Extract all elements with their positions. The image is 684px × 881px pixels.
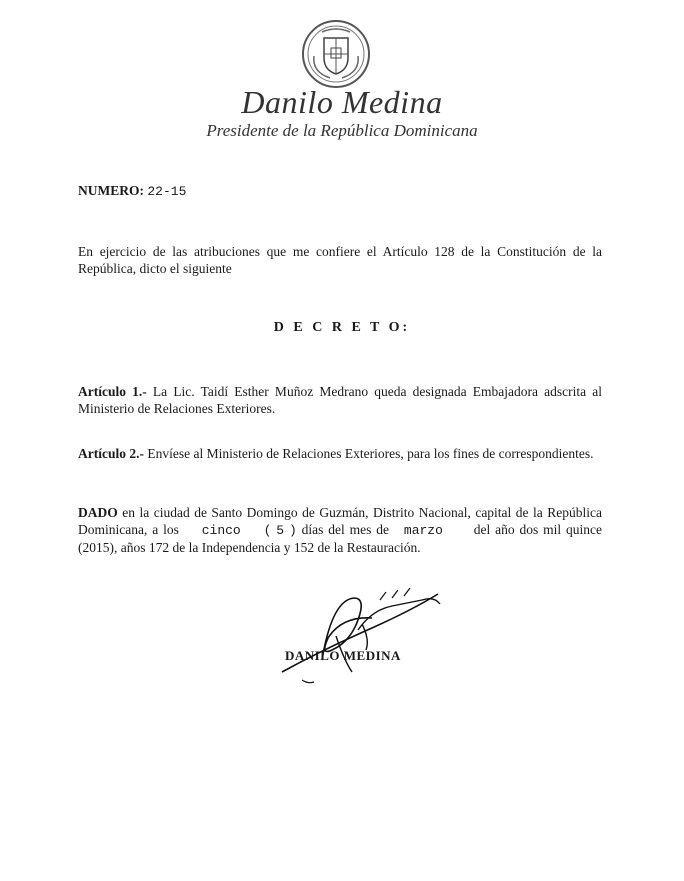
dado-month: marzo bbox=[403, 523, 443, 538]
dado-label: DADO bbox=[78, 505, 118, 520]
article-1 bbox=[78, 383, 602, 417]
dado-text-3: del año dos mil quince (2015), años 172 de la Independencia y 152 de la Restauración. bbox=[78, 522, 602, 555]
dado-day-num: 5 bbox=[276, 523, 285, 538]
dado-day-word: cinco bbox=[201, 523, 241, 538]
dado-day-open: ( bbox=[263, 523, 272, 538]
preamble: En ejercicio de las atribuciones que me confiere el Artículo 128 de la Constitución de la República, dicto el siguiente bbox=[78, 244, 602, 276]
coat-of-arms-seal bbox=[300, 18, 372, 90]
letterhead-title: Presidente de la República Dominicana bbox=[206, 121, 478, 140]
signer-name: DANILO MEDINA bbox=[285, 648, 401, 663]
numero-label: NUMERO: bbox=[78, 183, 144, 198]
numero-value: 22-15 bbox=[147, 184, 187, 199]
article-2-label: Artículo 2.- bbox=[78, 446, 144, 461]
handwritten-signature bbox=[262, 580, 462, 700]
article-2-text: Envíese al Ministerio de Relaciones Exteriores, para los fines de correspondientes. bbox=[147, 446, 594, 461]
dado-day-close: ) bbox=[288, 523, 297, 538]
dado-paragraph bbox=[78, 504, 602, 556]
article-2 bbox=[78, 445, 602, 462]
dado-text-1: en la ciudad de Santo Domingo de Guzmán, Distrito Nacional, capital de la República Dominicana, a los bbox=[78, 505, 602, 537]
article-1-label: Artículo 1.- bbox=[78, 384, 147, 399]
decree-number bbox=[78, 183, 186, 199]
decree-heading: D E C R E T O: bbox=[273, 320, 411, 335]
dado-text-2: días del mes de bbox=[301, 522, 390, 537]
article-1-text: La Lic. Taidí Esther Muñoz Medrano queda designada Embajadora adscrita al Ministerio de Relaciones Exteriores. bbox=[78, 384, 602, 416]
letterhead-name: Danilo Medina bbox=[241, 84, 443, 120]
